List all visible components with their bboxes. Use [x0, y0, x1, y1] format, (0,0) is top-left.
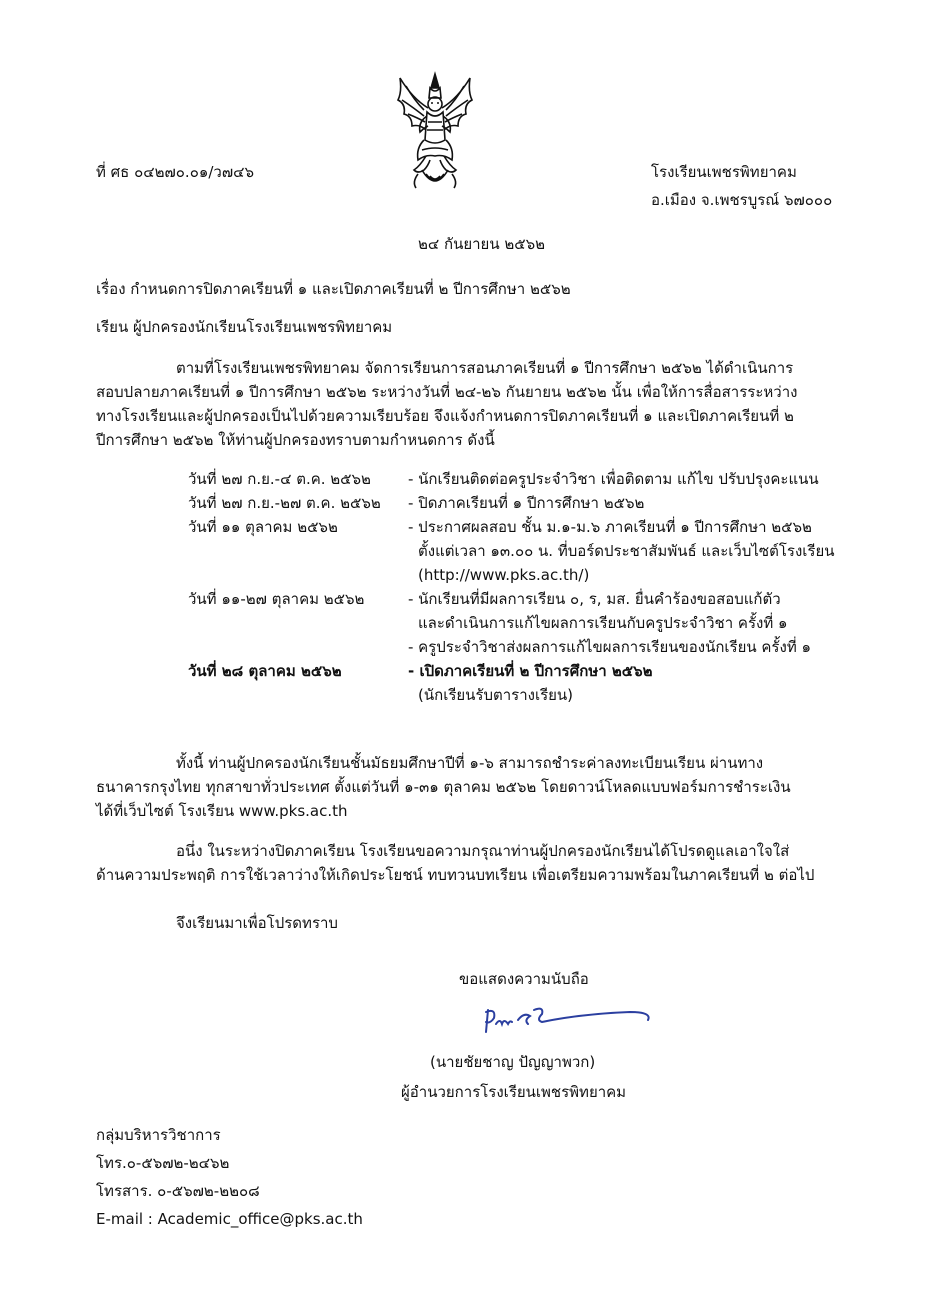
schedule-text: - นักเรียนที่มีผลการเรียน ๐, ร, มส. ยื่นคำร้องขอสอบแก้ตัว: [408, 590, 781, 608]
schedule-text: (http://www.pks.ac.th/): [418, 566, 590, 584]
intro-paragraph: [96, 356, 856, 452]
department: กลุ่มบริหารวิชาการ: [96, 1126, 221, 1144]
letter-date: ๒๔ กันยายน ๒๕๖๒: [418, 235, 546, 253]
fax-number: โทรสาร. ๐-๕๖๗๒-๒๒๐๘: [96, 1182, 260, 1200]
closing-line: จึงเรียนมาเพื่อโปรดทราบ: [176, 914, 338, 932]
schedule-text: - นักเรียนติดต่อครูประจำวิชา เพื่อติดตาม แก้ไข ปรับปรุงคะแนน: [408, 470, 819, 488]
garuda-emblem: [392, 70, 478, 194]
schedule-date: วันที่ ๒๗ ก.ย.-๒๗ ต.ค. ๒๕๖๒: [188, 494, 381, 512]
advice-paragraph: [96, 839, 856, 887]
schedule-text: - เปิดภาคเรียนที่ ๒ ปีการศึกษา ๒๕๖๒: [408, 662, 653, 680]
schedule-text: - ประกาศผลสอบ ชั้น ม.๑-ม.๖ ภาคเรียนที่ ๑ ปีการศึกษา ๒๕๖๒: [408, 518, 812, 536]
recipient-line: เรียน ผู้ปกครองนักเรียนโรงเรียนเพชรพิทยาคม: [96, 318, 393, 336]
schedule-text: และดำเนินการแก้ไขผลการเรียนกับครูประจำวิชา ครั้งที่ ๑: [418, 614, 788, 632]
schedule-date: วันที่ ๒๗ ก.ย.-๔ ต.ค. ๒๕๖๒: [188, 470, 371, 488]
advice-line: อนึ่ง ในระหว่างปิดภาคเรียน โรงเรียนขอความกรุณาท่านผู้ปกครองนักเรียนได้โปรดดูแลเอาใจใส่: [176, 842, 790, 860]
schedule-text: - ครูประจำวิชาส่งผลการแก้ไขผลการเรียนของนักเรียน ครั้งที่ ๑: [408, 638, 811, 656]
payment-line: ทั้งนี้ ท่านผู้ปกครองนักเรียนชั้นมัธยมศึกษาปีที่ ๑-๖ สามารถชำระค่าลงทะเบียนเรียน ผ่านทาง: [176, 754, 764, 772]
intro-line: ปีการศึกษา ๒๕๖๒ ให้ท่านผู้ปกครองทราบตามกำหนดการ ดังนี้: [96, 431, 495, 449]
school-address: อ.เมือง จ.เพชรบูรณ์ ๖๗๐๐๐: [651, 191, 833, 209]
schedule-text: ตั้งแต่เวลา ๑๓.๐๐ น. ที่บอร์ดประชาสัมพันธ์ และเว็บไซต์โรงเรียน: [418, 542, 835, 560]
signatory-name: (นายชัยชาญ ปัญญาพวก): [430, 1053, 596, 1071]
regards-line: ขอแสดงความนับถือ: [459, 970, 589, 988]
phone-number: โทร.๐-๕๖๗๒-๒๔๖๒: [96, 1154, 230, 1172]
schedule-date: วันที่ ๑๑ ตุลาคม ๒๕๖๒: [188, 518, 338, 536]
advice-line: ด้านความประพฤติ การใช้เวลาว่างให้เกิดประโยชน์ ทบทวนบทเรียน เพื่อเตรียมความพร้อมในภาคเรียนที่ ๒ ต่อไป: [96, 866, 815, 884]
intro-line: ตามที่โรงเรียนเพชรพิทยาคม จัดการเรียนการสอนภาคเรียนที่ ๑ ปีการศึกษา ๒๕๖๒ ได้ดำเนินการ: [176, 359, 794, 377]
email-address: E-mail : Academic_office@pks.ac.th: [96, 1210, 363, 1228]
reference-number: ที่ ศธ ๐๔๒๗๐.๐๑/ว๗๔๖: [96, 163, 255, 181]
intro-line: สอบปลายภาคเรียนที่ ๑ ปีการศึกษา ๒๕๖๒ ระหว่างวันที่ ๒๔-๒๖ กันยายน ๒๕๖๒ นั้น เพื่อให้การสื่อสารระหว่าง: [96, 383, 798, 401]
schedule-text: (นักเรียนรับตารางเรียน): [418, 686, 574, 704]
schedule-date: วันที่ ๒๘ ตุลาคม ๒๕๖๒: [188, 662, 342, 680]
intro-line: ทางโรงเรียนและผู้ปกครองเป็นไปด้วยความเรียบร้อย จึงแจ้งกำหนดการปิดภาคเรียนที่ ๑ และเปิดภาคเรียนที่ ๒: [96, 407, 794, 425]
payment-line: ธนาคารกรุงไทย ทุกสาขาทั่วประเทศ ตั้งแต่วันที่ ๑-๓๑ ตุลาคม ๒๕๖๒ โดยดาวน์โหลดแบบฟอร์มการชำระเงิน: [96, 778, 791, 796]
handwritten-signature: [480, 998, 655, 1038]
signatory-position: ผู้อำนวยการโรงเรียนเพชรพิทยาคม: [401, 1083, 627, 1101]
payment-paragraph: [96, 751, 856, 823]
schedule-text: - ปิดภาคเรียนที่ ๑ ปีการศึกษา ๒๕๖๒: [408, 494, 645, 512]
schedule-date: วันที่ ๑๑-๒๗ ตุลาคม ๒๕๖๒: [188, 590, 365, 608]
school-name: โรงเรียนเพชรพิทยาคม: [651, 163, 797, 181]
payment-line: ได้ที่เว็บไซต์ โรงเรียน www.pks.ac.th: [96, 802, 348, 820]
subject-line: เรื่อง กำหนดการปิดภาคเรียนที่ ๑ และเปิดภาคเรียนที่ ๒ ปีการศึกษา ๒๕๖๒: [96, 280, 571, 298]
